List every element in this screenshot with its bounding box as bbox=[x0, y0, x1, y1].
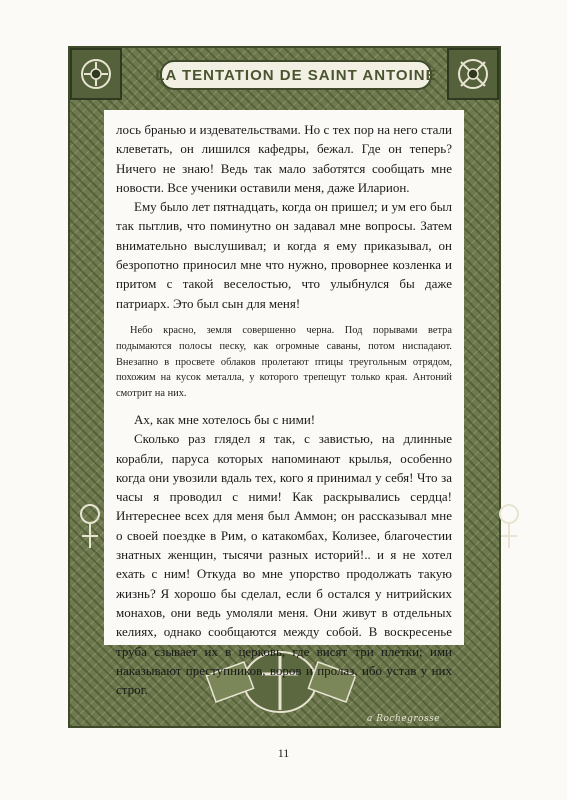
corner-ornament-left bbox=[70, 48, 122, 100]
page-content bbox=[104, 110, 452, 699]
stage-direction: Небо красно, земля совершенно черна. Под порывами ветра подымаются полосы песку, как огромные саваны, потом ниспадают. Внезапно в просвете облаков пролетают птицы треугольным отрядом, похожим на кусок металла, у которого трепещут только края. Антоний смотрит на них. bbox=[116, 324, 452, 400]
artist-signature: a Rochegrosse bbox=[367, 714, 441, 724]
corner-ornament-right bbox=[447, 48, 499, 100]
text-panel bbox=[104, 110, 464, 698]
knot-icon bbox=[76, 54, 116, 94]
title-banner bbox=[155, 60, 437, 90]
knot-icon bbox=[453, 54, 493, 94]
side-ornament-right-icon bbox=[495, 500, 523, 550]
side-ornament-left-icon bbox=[76, 500, 104, 550]
paragraph-1: лось бранью и издевательствами. Но с тех пор на него стали клеветать, он лишился кафедры, бежал. Где он теперь? Ничего не знаю! Ведь так мало заботятся сообщать мне новости. Все ученики оставили меня, даже Иларион. bbox=[116, 122, 452, 195]
paragraph-2: Ему было лет пятнадцать, когда он пришел; и ум его был так пытлив, что поминутно он задавал мне вопросы. Затем внимательно выслушивал; и когда я ему приказывал, он безропотно приносил мне что нужно, проворнее козленка и притом с такой веселостью, что улыбнулся бы даже патриарх. Это был сын для меня! bbox=[116, 199, 452, 311]
paragraph-3: Ах, как мне хотелось бы с ними! bbox=[134, 411, 316, 427]
paragraph-4: Сколько раз глядел я так, с завистью, на длинные корабли, паруса которых напоминают крылья, особенно когда они увозили вдаль тех, кого я принимал у себя! Что за часы я проводил с ними! Как раскрывались сердца! Интереснее всех для меня был Аммон; он рассказывал мне о своей поездке в Рим, о катакомбах, Колизее, благочестии знатных женщин, тысячи разных историй!.. и я не хотел ехать с ним! Откуда во мне упорство продолжать такую жизнь? Я хорошо бы сделал, если б остался у нитрийских монахов, они ведь умоляли меня. Они живут в отдельных келиях, однако сообщаются между собой. В воскресенье труба сзывает их в церковь, где висят три плетки; ими наказывают преступников, воров и пролаз, ибо устав у них строг. bbox=[116, 431, 452, 698]
page-title: LA TENTATION DE SAINT ANTOINE bbox=[155, 66, 437, 84]
page-number: 11 bbox=[277, 746, 290, 760]
